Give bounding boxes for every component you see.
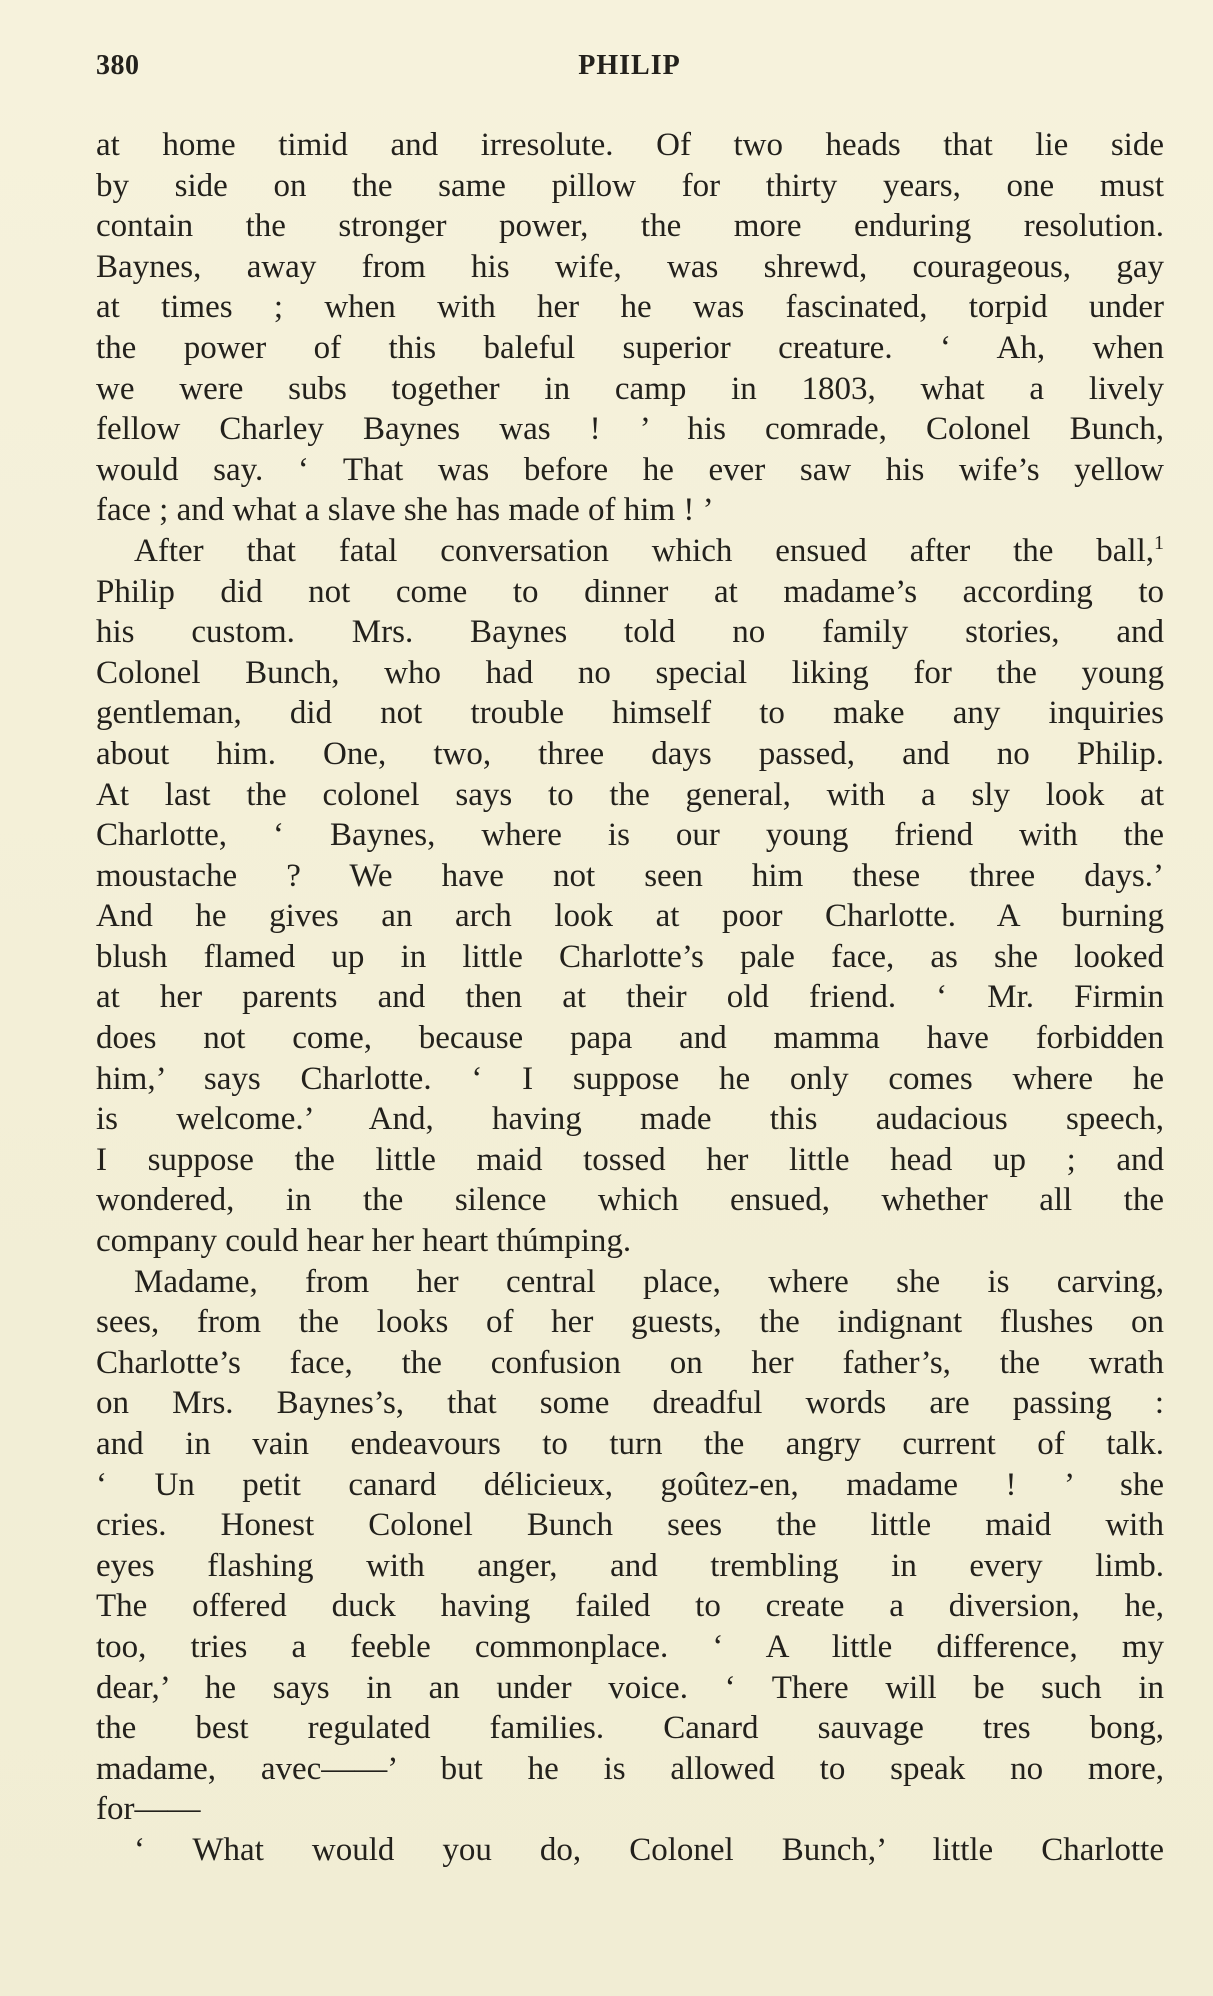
page-header (96, 50, 1163, 94)
text-line-content: I suppose the little maid tossed her little head up ; and (96, 1141, 1164, 1178)
text-line-content: at her parents and then at their old friend. ‘ Mr. Firmin (96, 979, 1164, 1016)
text-line-content: him,’ says Charlotte. ‘ I suppose he only comes where he (96, 1060, 1164, 1097)
text-line-content: madame, avec——’ but he is allowed to speak no more, (96, 1750, 1164, 1787)
text-line-content: eyes flashing with anger, and trembling in every limb. (96, 1547, 1164, 1584)
text-line-content: for—— (96, 1791, 201, 1828)
text-line (96, 287, 1164, 328)
text-line (96, 166, 1164, 207)
text-line-content: the best regulated families. Canard sauvage tres bong, (96, 1710, 1164, 1747)
text-line-content: Philip did not come to dinner at madame’s according to (96, 573, 1164, 610)
text-line-content: blush flamed up in little Charlotte’s pale face, as she looked (96, 938, 1164, 975)
text-line-content: on Mrs. Baynes’s, that some dreadful words are passing : (96, 1385, 1164, 1422)
text-line-content: company could hear her heart thúmping. (96, 1223, 632, 1260)
text-line (96, 1749, 1164, 1790)
text-line-content: face ; and what a slave she has made of him ! ’ (96, 492, 714, 529)
text-line-content: The offered duck having failed to create a diversion, he, (96, 1588, 1164, 1625)
text-line (96, 815, 1164, 856)
text-line (96, 653, 1164, 694)
text-line (96, 1262, 1164, 1303)
body-text (96, 125, 1164, 1871)
text-line (96, 977, 1164, 1018)
text-line-content: gentleman, did not trouble himself to make any inquiries (96, 695, 1164, 732)
text-line (96, 1099, 1164, 1140)
text-line-content: dear,’ he says in an under voice. ‘ There will be such in (96, 1669, 1164, 1706)
text-line (96, 1789, 1164, 1830)
text-line-content: is welcome.’ And, having made this audacious speech, (96, 1101, 1164, 1138)
text-line-content: his custom. Mrs. Baynes told no family stories, and (96, 614, 1164, 651)
text-line-content: by side on the same pillow for thirty years, one must (96, 167, 1164, 204)
text-line (96, 490, 1164, 531)
text-line (96, 247, 1164, 288)
text-line (96, 1059, 1164, 1100)
text-line-content: At last the colonel says to the general, with a sly look at (96, 776, 1164, 813)
text-line (96, 1221, 1164, 1262)
text-line-content: and in vain endeavours to turn the angry current of talk. (96, 1426, 1164, 1462)
text-line-content: at home timid and irresolute. Of two heads that lie side (96, 127, 1164, 163)
text-line-content: sees, from the looks of her guests, the indignant flushes on (96, 1304, 1164, 1341)
text-line (96, 1180, 1164, 1221)
text-line (96, 856, 1164, 897)
text-line-content: fellow Charley Baynes was ! ’ his comrade, Colonel Bunch, (96, 411, 1164, 448)
text-line (96, 409, 1164, 450)
text-line-content: Madame, from her central place, where she is carving, (134, 1263, 1164, 1300)
text-line-content: we were subs together in camp in 1803, what a lively (96, 370, 1164, 407)
text-line-content: After that fatal conversation which ensued after the ball, (134, 532, 1154, 569)
text-line (96, 1505, 1164, 1546)
text-line-content: And he gives an arch look at poor Charlotte. A burning (96, 898, 1164, 935)
text-line-content: wondered, in the silence which ensued, whether all the (96, 1182, 1164, 1219)
text-line-content: about him. One, two, three days passed, and no Philip. (96, 735, 1164, 772)
text-line (96, 1383, 1164, 1424)
text-line (96, 775, 1164, 816)
text-line-content: Baynes, away from his wife, was shrewd, courageous, gay (96, 248, 1164, 285)
text-line (96, 369, 1164, 410)
text-line (96, 734, 1164, 775)
text-line (96, 896, 1164, 937)
text-line-content: ‘ What would you do, Colonel Bunch,’ little Charlotte (134, 1831, 1164, 1868)
text-line (96, 450, 1164, 491)
text-line (96, 1424, 1164, 1465)
text-line (96, 1586, 1164, 1627)
text-line (96, 1140, 1164, 1181)
text-line (96, 937, 1164, 978)
text-line-content: Charlotte, ‘ Baynes, where is our young friend with the (96, 817, 1164, 854)
text-line (96, 1302, 1164, 1343)
text-line (96, 1708, 1164, 1749)
text-line-content: at times ; when with her he was fascinated, torpid under (96, 289, 1164, 326)
page-number: 380 (96, 50, 140, 81)
text-line (96, 206, 1164, 247)
text-line (96, 572, 1164, 613)
text-line (96, 125, 1164, 166)
text-line-content: too, tries a feeble commonplace. ‘ A little difference, my (96, 1628, 1164, 1665)
text-line-content: does not come, because papa and mamma have forbidden (96, 1020, 1164, 1057)
text-line-content: Charlotte’s face, the confusion on her father’s, the wrath (96, 1344, 1164, 1381)
text-line-content: contain the stronger power, the more enduring resolution. (96, 208, 1164, 245)
text-line (96, 1343, 1164, 1384)
text-line-content: the power of this baleful superior creature. ‘ Ah, when (96, 329, 1164, 366)
text-line (96, 1018, 1164, 1059)
text-line (96, 612, 1164, 653)
footnote-marker: 1 (1154, 531, 1164, 554)
text-line (96, 1546, 1164, 1587)
text-line-content: moustache ? We have not seen him these three days.’ (96, 857, 1164, 894)
text-line-content: would say. ‘ That was before he ever saw his wife’s yellow (96, 451, 1164, 488)
text-line (96, 693, 1164, 734)
text-line (96, 1465, 1164, 1506)
text-line (96, 531, 1164, 572)
text-line (96, 1830, 1164, 1871)
text-line-content: cries. Honest Colonel Bunch sees the little maid with (96, 1507, 1164, 1544)
text-line (96, 1668, 1164, 1709)
text-line (96, 1627, 1164, 1668)
text-line-content: Colonel Bunch, who had no special liking for the young (96, 654, 1164, 691)
text-line (96, 328, 1164, 369)
text-line-content: ‘ Un petit canard délicieux, goûtez-en, madame ! ’ she (96, 1466, 1164, 1503)
running-title: PHILIP (578, 50, 681, 81)
